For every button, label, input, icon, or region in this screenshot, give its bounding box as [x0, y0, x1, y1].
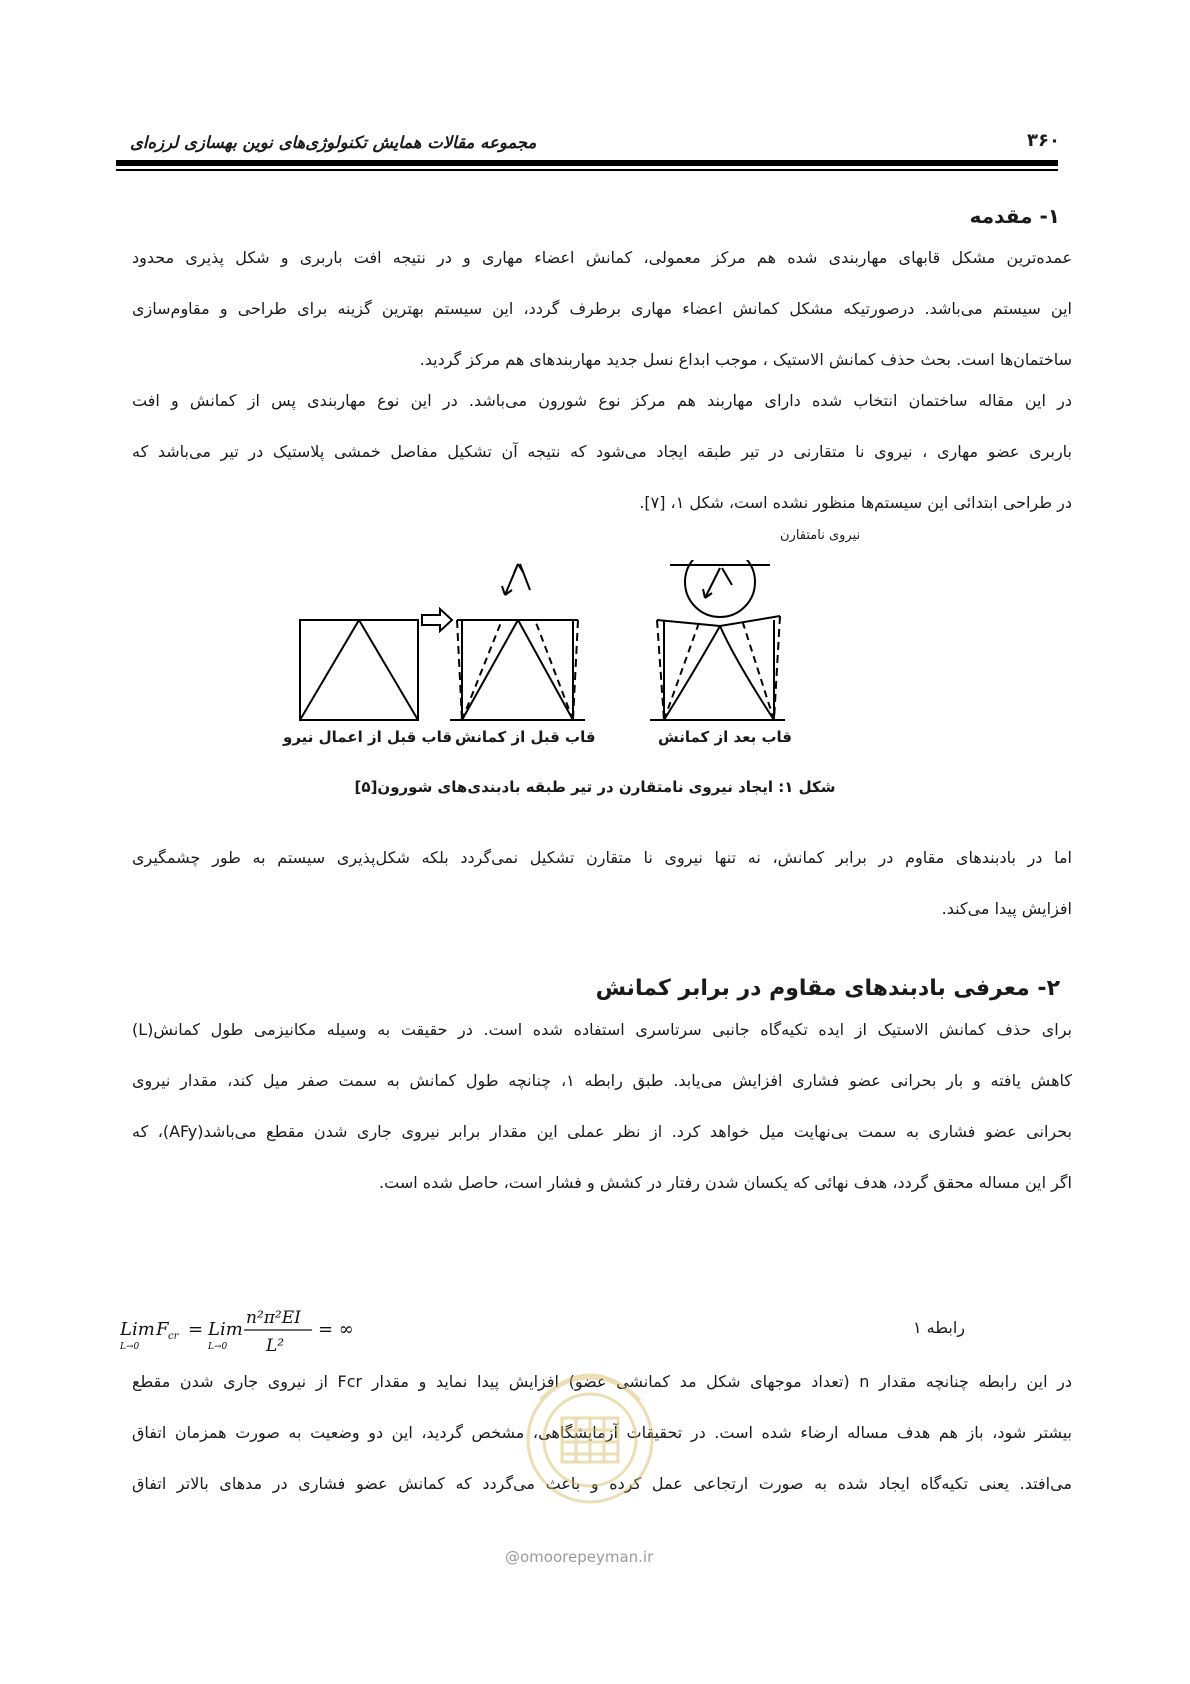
watermark-seal-logo [500, 1330, 680, 1530]
paragraph-line: می‌افتد. یعنی تکیه‌گاه ایجاد شده به صورت ارتجاعی عمل کرده و باعث می‌گردد که کمانش عضو فشاری در مدهای بالاتر اتفاق [132, 1474, 1072, 1493]
frame-before-buckling [450, 620, 585, 720]
frame-before-load [300, 620, 418, 720]
paragraph-line: این سیستم می‌باشد. درصورتیکه مشکل کمانش اعضاء مهاری برطرف گردد، این سیستم بهترین گزینه برای طراحی و مقاوم‌سازی [132, 299, 1072, 318]
figure-1-caption: شکل ۱: ایجاد نیروی نامتقارن در تیر طبقه بادبندی‌های شورون[۵] [354, 778, 836, 796]
eq-result: = ∞ [318, 1319, 354, 1340]
eq-denominator: L² [266, 1336, 285, 1356]
paragraph-line: بیشتر شود، باز هم هدف مساله ارضاء شده است. در تحقیقات آزمایشگاهی، مشخص گردید، این دو وضعیت به صورت همزمان اتفاق [132, 1423, 1072, 1442]
eq-f-sub: cr [168, 1331, 179, 1342]
paragraph-line: اما در بادبندهای مقاوم در برابر کمانش، نه تنها نیروی نا متقارن تشکیل نمی‌گردد بلکه شکل‌پذیری سیستم به طور چشمگیری [132, 848, 1072, 867]
section-1-heading: ۱- مقدمه [969, 204, 1060, 228]
eq-lim-sub-1: L→0 [120, 1342, 140, 1352]
eq-lim-1: Lim [120, 1319, 155, 1340]
frame-after-buckling [650, 616, 785, 720]
equation-render [120, 1303, 380, 1363]
section-1-paragraph-2 [132, 375, 1072, 528]
figure-annotation: نیروی نامتقارن [780, 528, 861, 543]
paragraph-line: در این مقاله ساختمان انتخاب شده دارای مهاربند هم مرکز نوع شورون می‌باشد. در این نوع مهاربندی پس از کمانش و افت [132, 391, 1072, 410]
section-1-paragraph-1 [132, 232, 1072, 385]
paragraph-line: عمده‌ترین مشکل قابهای مهاربندی شده هم مرکز معمولی، کمانش اعضاء مهاری و در نتیجه افت باربری و شکل پذیری محدود [132, 248, 1072, 267]
paragraph-line: باربری عضو مهاری ، نیروی نا متقارنی در تیر طبقه ایجاد می‌شود که نتیجه آن تشکیل مفاصل خمشی پلاستیک در تیر می‌باشد که [132, 442, 1072, 461]
figure-1-diagram [280, 560, 920, 810]
section-2-heading: ۲- معرفی بادبندهای مقاوم در برابر کمانش [595, 976, 1060, 1001]
figure-label-after-buckling: قاب بعد از کمانش [658, 728, 792, 746]
section-2-paragraph-1 [132, 1004, 1072, 1208]
running-header-title: مجموعه مقالات همایش تکنولوژی‌های نوین بهسازی لرزه‌ای [130, 133, 537, 152]
figure-label-before-load: قاب قبل از اعمال نیرو [283, 728, 453, 746]
transition-arrow-icon [422, 609, 452, 631]
eq-equals: = [188, 1319, 204, 1340]
watermark-url: @omoorepeyman.ir [505, 1548, 654, 1566]
eq-lim-2: Lim [208, 1319, 243, 1340]
eq-numerator: n²π²EI [246, 1308, 301, 1328]
paragraph-line: کاهش یافته و بار بحرانی عضو فشاری افزایش می‌یابد. طبق رابطه ۱، چنانچه طول کمانش به سمت صفر میل کند، مقدار نیروی [132, 1071, 1073, 1090]
paragraph-line: افزایش پیدا می‌کند. [941, 899, 1072, 918]
header-rule-thin [116, 169, 1058, 171]
eq-lim-sub-2: L→0 [208, 1342, 228, 1352]
paragraph-line: در طراحی ابتدائی این سیستم‌ها منظور نشده است، شکل ۱، [۷]. [639, 493, 1072, 512]
paragraph-line: ساختمان‌ها است. بحث حذف کمانش الاستیک ، موجب ابداع نسل جدید مهاربندهای هم مرکز گردید. [419, 350, 1072, 369]
unbalanced-force-circle [670, 560, 770, 617]
paragraph-line: بحرانی عضو فشاری به سمت بی‌نهایت میل خواهد کرد. از نظر عملی این مقدار برابر نیروی جاری شدن مقطع می‌باشد(AFy)، که [132, 1122, 1072, 1141]
header-rule-thick [116, 160, 1058, 166]
paragraph-line: اگر این مساله محقق گردد، هدف نهائی که یکسان شدن رفتار در کشش و فشار است، حاصل شده است. [379, 1173, 1072, 1192]
paragraph-line: در این رابطه چنانچه مقدار n (تعداد موجهای شکل مد کمانشی عضو) افزایش پیدا نماید و مقدار Fcr از نیروی جاری شدن مقطع [132, 1372, 1072, 1391]
figure-label-before-buckling: قاب قبل از کمانش [455, 728, 596, 746]
page-number: ۳۶۰ [1027, 130, 1060, 151]
equation-1-label: رابطه ۱ [912, 1318, 965, 1337]
beam-force-arrows-mid [476, 560, 555, 595]
paragraph-3 [132, 832, 1072, 934]
paragraph-line: برای حذف کمانش الاستیک از ایده تکیه‌گاه جانبی سرتاسری استفاده شده است. در حقیقت به وسیله مکانیزمی طول کمانش(L) [132, 1020, 1072, 1039]
eq-f: F [156, 1319, 169, 1340]
